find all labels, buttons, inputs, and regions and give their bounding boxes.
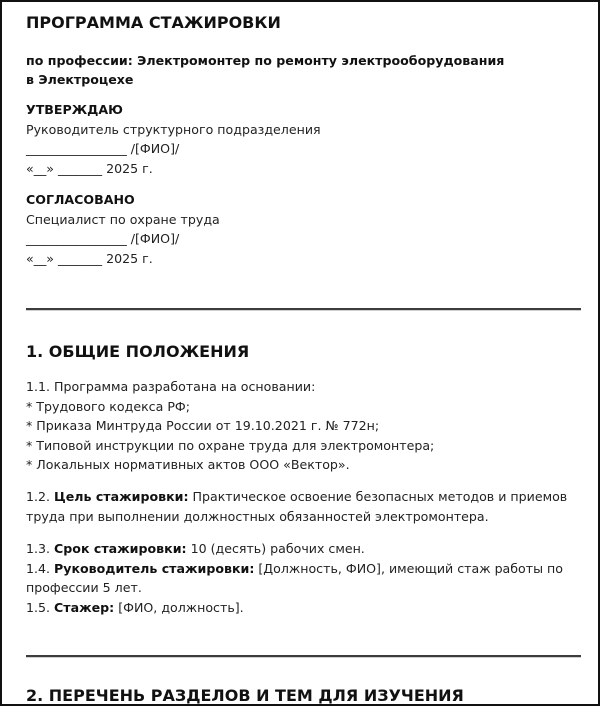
paragraph-1-3 — [26, 539, 582, 559]
approve-position: Руководитель структурного подразделения — [26, 121, 321, 137]
paragraph-1-5-number: 1.5. — [26, 599, 55, 615]
list-item: * Приказа Минтруда России от 19.10.2021 г. № 772н; — [26, 418, 380, 434]
paragraph-1-5-label: Стажер: — [54, 599, 115, 615]
paragraph-1-5-text: [ФИО, должность]. — [114, 599, 244, 615]
paragraph-1-2-label: Цель стажировки: — [54, 489, 189, 504]
list-item: * Локальных нормативных актов ООО «Вектор». — [26, 457, 350, 473]
paragraph-1-3-number: 1.3. — [26, 541, 55, 556]
paragraph-1-3-text: 10 (десять) рабочих смен. — [186, 541, 365, 556]
subtitle-line-2: в Электроцехе — [26, 72, 134, 87]
agree-signature: ________________ /[ФИО]/ — [26, 231, 180, 246]
paragraphs-1-3-to-1-5 — [26, 539, 582, 617]
paragraph-1-2-number: 1.2. — [26, 489, 55, 504]
paragraph-1-1-intro: 1.1. Программа разработана на основании: — [26, 379, 316, 394]
paragraph-1-4-number: 1.4. — [26, 560, 55, 576]
paragraph-1-5 — [26, 598, 582, 618]
agree-block — [26, 190, 220, 268]
paragraph-1-1 — [26, 377, 582, 475]
list-item: * Трудового кодекса РФ; — [26, 398, 191, 414]
approve-signature: ________________ /[ФИО]/ — [26, 141, 180, 156]
list-item: * Типовой инструкции по охране труда для электромонтера; — [26, 437, 435, 453]
approve-block — [26, 100, 321, 178]
document-title: ПРОГРАММА СТАЖИРОВКИ — [26, 13, 281, 32]
paragraph-1-4-continuation: профессии 5 лет. — [26, 580, 142, 596]
section-1-title: 1. ОБЩИЕ ПОЛОЖЕНИЯ — [26, 342, 250, 361]
paragraph-1-3-label: Срок стажировки: — [54, 541, 187, 556]
paragraph-1-4-label: Руководитель стажировки: — [54, 560, 255, 576]
paragraph-1-2 — [26, 487, 582, 526]
paragraph-1-4-text: [Должность, ФИО], имеющий стаж работы по — [254, 560, 563, 576]
horizontal-divider — [26, 655, 581, 657]
subtitle-line-1: по профессии: Электромонтер по ремонту электрооборудования — [26, 53, 505, 68]
agree-position: Специалист по охране труда — [26, 211, 220, 227]
paragraph-1-2-text: Практическое освоение безопасных методов и приемов труда при выполнении должностных обязанностей электромонтера. — [26, 489, 568, 524]
paragraph-1-4 — [26, 559, 582, 579]
approve-date: «__» _______ 2025 г. — [26, 160, 153, 176]
section-2-title: 2. ПЕРЕЧЕНЬ РАЗДЕЛОВ И ТЕМ ДЛЯ ИЗУЧЕНИЯ — [26, 686, 464, 705]
horizontal-divider — [26, 308, 581, 310]
approve-heading: УТВЕРЖДАЮ — [26, 102, 123, 117]
agree-heading: СОГЛАСОВАНО — [26, 192, 135, 207]
document-subtitle — [26, 51, 504, 89]
agree-date: «__» _______ 2025 г. — [26, 250, 153, 266]
